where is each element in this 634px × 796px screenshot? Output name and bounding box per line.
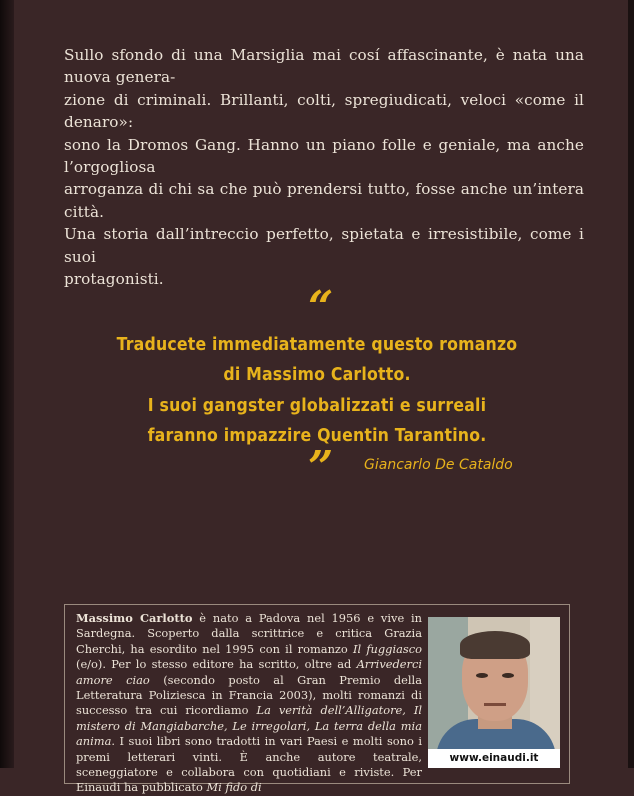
blurb-line: sono la Dromos Gang. Hanno un piano folle e geniale, ma anche l’orgogliosa <box>64 135 584 177</box>
bio-segment: . I suoi libri sono tradotti in vari Paesi e molti sono i premi letterari vinti. È anche autore teatrale, sceneggiatore e collabora con quotidiani e riviste. Per Einaudi ha pubblicato <box>76 734 422 795</box>
opening-quote-mark: “ <box>308 282 334 333</box>
bio-segment: (e/o). Per lo stesso editore ha scritto, oltre ad <box>76 657 357 672</box>
blurb-line: zione di criminali. Brillanti, colti, spregiudicati, veloci «come il denaro»: <box>64 90 584 132</box>
bio-title: Arrivederci amore ciao <box>76 657 422 687</box>
quote-line: I suoi gangster globalizzati e surreali <box>147 395 487 416</box>
blurb-line: arroganza di chi sa che può prendersi tutto, fosse anche un’intera città. <box>64 180 584 221</box>
publisher-url[interactable]: www.einaudi.it <box>428 749 560 768</box>
bio-title: Mi fido di <box>206 780 262 795</box>
blurb-line: protagonisti. <box>64 270 164 289</box>
photo-eye <box>476 673 488 678</box>
author-name: Massimo Carlotto <box>76 611 193 625</box>
bio-title: Il fuggiasco <box>352 641 422 656</box>
photo-hair <box>460 631 530 659</box>
cover-right-edge <box>628 0 634 768</box>
blurb-line: Sullo sfondo di una Marsiglia mai cosí affascinante, è nata una nuova genera- <box>64 46 584 87</box>
quote-line: Traducete immediatamente questo romanzo <box>116 335 518 355</box>
bio-segment: (secondo posto al Gran Premio della Letteratura Poliziesca in Francia 2003), molti romanzi di successo tra cui ricordiamo <box>76 672 422 718</box>
quote-attribution: Giancarlo De Cataldo <box>364 457 513 473</box>
bio-title: La verità dell’Alligatore, Il mistero di Mangiabarche, Le irregolari, La terra della mia anima <box>76 703 422 749</box>
blurb-line: Una storia dall’intreccio perfetto, spietata e irresistibile, come i suoi <box>64 225 584 266</box>
photo-mouth <box>484 703 506 706</box>
author-bio-text <box>76 611 422 796</box>
book-spine-edge <box>0 0 14 768</box>
quote-line: di Massimo Carlotto. <box>223 365 411 386</box>
quote-line: faranno impazzire Quentin Tarantino. <box>147 426 487 447</box>
review-quote <box>92 330 542 452</box>
closing-quote-mark: ” <box>308 442 334 493</box>
photo-eye <box>502 673 514 678</box>
author-photo <box>428 617 560 749</box>
bio-segment: è nato a Padova nel 1956 e vive in Sardegna. Scoperto dalla scrittrice e critica Grazia Cherchi, ha esordito nel 1995 con il romanzo <box>76 611 422 656</box>
back-cover-blurb <box>64 44 584 290</box>
